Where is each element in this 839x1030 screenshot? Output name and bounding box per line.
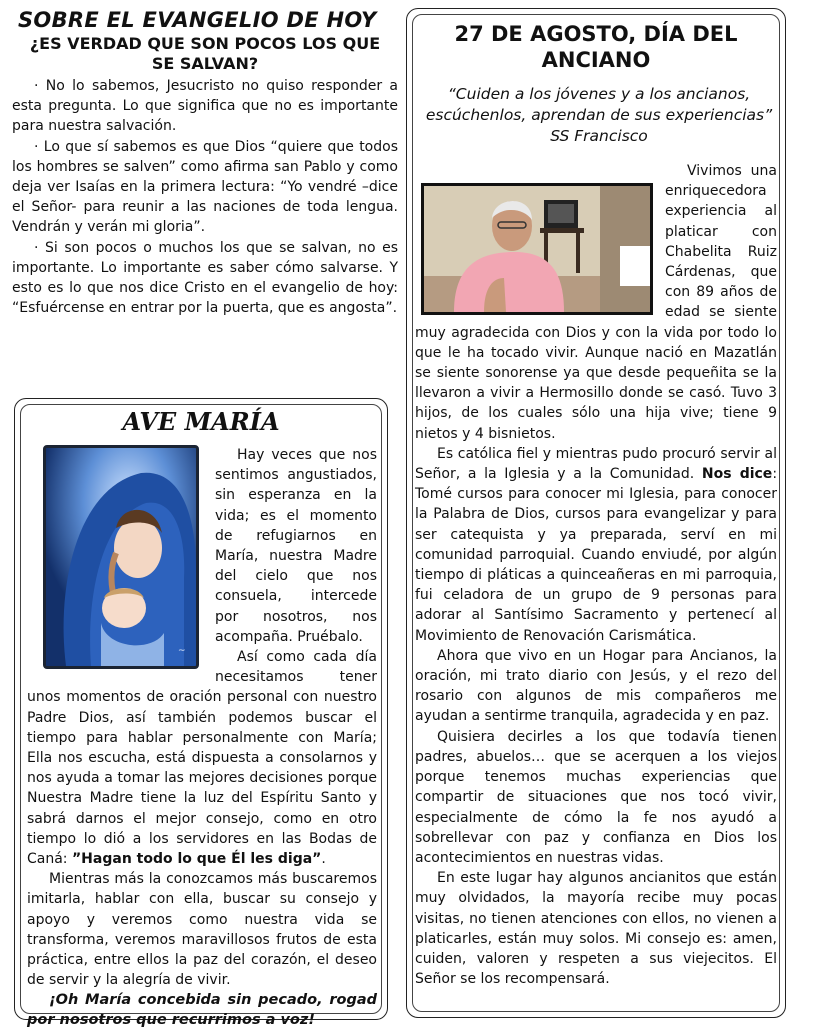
cana-end: . [321, 851, 326, 868]
gospel-article [12, 8, 398, 318]
gospel-title: SOBRE EL EVANGELIO DE HOY [18, 8, 377, 32]
gospel-paragraph: · No lo sabemos, Jesucristo no quiso responder a esta pregunta. Lo que significa que no es importante para nuestra salvación. [12, 78, 398, 135]
cana-quote: ”Hagan todo lo que Él les diga” [71, 851, 322, 868]
anciano-text: Es católica fiel y mientras pudo procuró servir al Señor, a la Iglesia y a la Comunidad. [415, 445, 777, 483]
ave-maria-content [27, 445, 377, 1030]
ave-maria-prayer: ¡Oh María concebida sin pecado, rogad por nosotros que recurrimos a voz! [27, 992, 377, 1029]
anciano-paragraph: Quisiera decirles a los que todavía tienen padres, abuelos… que se acerquen a los viejos porque tenemos muchas experiencias que compartir de situaciones que nos tocó vivir, especialmente de cómo la fe nos ayudó a sobrellevar con paz y confianza en Dios los acontecimientos en nuestras vidas. [415, 728, 777, 866]
gospel-subtitle: ¿ES VERDAD QUE SON POCOS LOS QUE SE SALVAN? [29, 34, 381, 73]
ave-maria-text: Así como cada día necesitamos tener unos momentos de oración personal con nuestro Padre Dios, así también podemos buscar el tiempo para hablar personalmente con María; Ella nos escucha, está dispuesta a consolarnos y nos ayuda a tomar las mejores decisiones porque Nuestra Madre tiene la luz del Espíritu Santo y sabrá darnos el mejor consejo, como en otro tiempo lo dió a los servidores en las Bodas de Caná: [27, 649, 377, 868]
gospel-paragraph: · Lo que sí sabemos es que Dios “quiere que todos los hombres se salven” como afirma san Pablo y como deja ver Isaías en la primera lectura: “Yo vendré –dice el Señor- para reunir a las naciones de toda lengua. Vendrán y verán mi gloria”. [12, 138, 398, 236]
elderly-woman-illustration [424, 186, 650, 312]
anciano-paragraph: En este lugar hay algunos ancianitos que están muy olvidados, la mayoría recibe muy pocas visitas, no tienen atenciones con ellos, no vienen a platicarles, están muy solos. Mi consejo es: amen, cuiden, valoren y respeten a sus viejecitos. El Señor se los recompensará. [415, 870, 777, 988]
anciano-text: : Tomé cursos para conocer mi Iglesia, para conocer la Palabra de Dios, cursos para evangelizar y para ser catequista y ya preparada, serví en mi comunidad parroquial. Cuando enviudé, por algún tiempo di pláticas a quinceañeras en mi parroquia, fui celadora de un grupo de 9 personas para adorar al Santísimo Sacramento y pertenecí al Movimiento de Renovación Carismática. [415, 466, 778, 644]
ave-maria-paragraph: Mientras más la conozcamos más buscaremos imitarla, hablar con ella, buscar su consejo y apoyo y veremos como nuestra vida se transforma, veremos maravillosos frutos de esta práctica, entre ellos la paz del corazón, el deseo de servir y la alegría de vivir. [27, 871, 377, 989]
gospel-body [12, 76, 398, 318]
elderly-woman-photo [421, 183, 653, 315]
anciano-paragraph: Ahora que vivo en un Hogar para Ancianos, la oración, mi trato diario con Jesús, y el rezo del rosario con algunos de mis compañeros me ayudan a sentirme tranquila, agradecida y en paz. [415, 647, 777, 725]
ave-maria-box [14, 398, 388, 1029]
anciano-title: 27 DE AGOSTO, DÍA DEL ANCIANO [454, 22, 738, 72]
svg-text:~: ~ [178, 646, 186, 656]
pope-quote: “Cuiden a los jóvenes y a los ancianos, escúchenlos, aprendan de sus experiencias” SS Francisco [425, 85, 773, 145]
anciano-paragraph [415, 444, 777, 646]
ave-maria-title: AVE MARÍA [122, 407, 280, 436]
virgin-mary-image [43, 445, 199, 669]
virgin-mary-illustration [46, 448, 196, 666]
ave-maria-paragraph: Hay veces que nos sentimos angustiados, sin esperanza en la vida; es el momento de refugiarnos en María, nuestra Madre del cielo que nos consuela, intercede por nosotros, nos acompaña. Pruébalo. [215, 447, 377, 645]
anciano-paragraph: Vivimos una enriquecedora experiencia al platicar con Chabelita Ruiz Cárdenas, que con 89 años de edad se siente muy agradecida con Dios y con la vida por todo lo que le ha tocado vivir. Aunque nació en Mazatlán se siente sonorense ya que desde pequeñita se la llevaron a vivir a Hermosillo donde se casó. Tuvo 3 hijos, de los cuales sólo una hija vive; tiene 9 nietos y 4 bisnietos. [415, 163, 777, 442]
nos-dice-label: Nos dice [701, 466, 773, 483]
anciano-content [415, 161, 777, 989]
dia-del-anciano-box [406, 8, 786, 1018]
gospel-paragraph: · Si son pocos o muchos los que se salvan, no es importante. Lo importante es saber cómo salvarse. Y esto es lo que nos dice Cristo en el evangelio de hoy: “Esfuércense en entrar por la puerta, que es angosta”. [12, 239, 398, 317]
ave-maria-paragraph [27, 647, 377, 869]
